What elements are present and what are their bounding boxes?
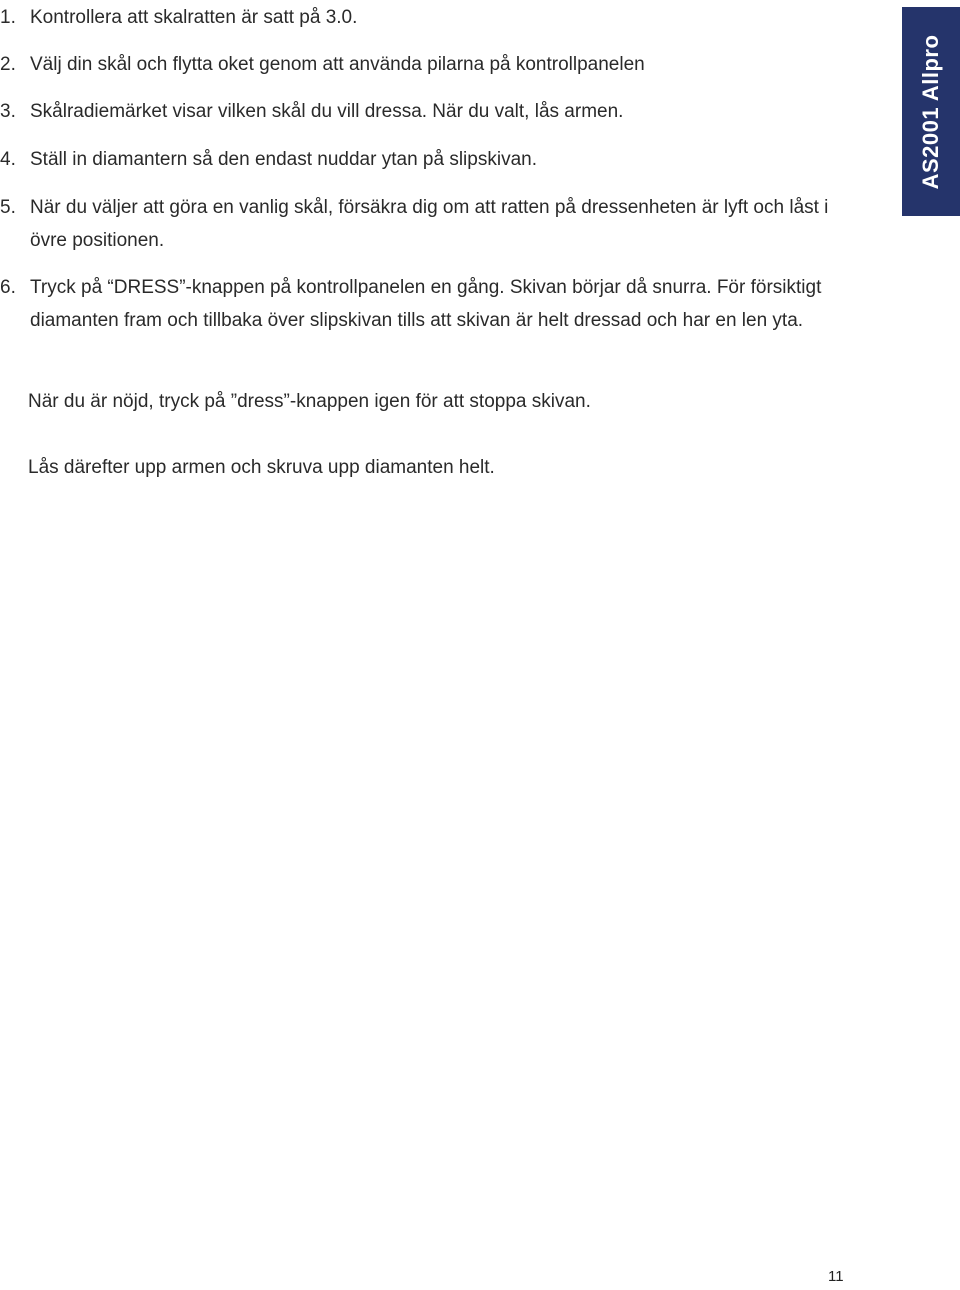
step-2 <box>0 48 850 81</box>
step-3 <box>0 95 850 128</box>
step-text: Skålradiemärket visar vilken skål du vill dressa. När du valt, lås armen. <box>30 101 624 122</box>
step-number: 3. <box>0 101 16 122</box>
step-6 <box>0 271 850 337</box>
step-1 <box>0 1 850 34</box>
step-text: Kontrollera att skalratten är satt på 3.0. <box>30 7 358 28</box>
step-text: När du väljer att göra en vanlig skål, försäkra dig om att ratten på dressenheten är lyft och låst i övre positionen. <box>30 197 829 251</box>
step-text: Tryck på “DRESS”-knappen på kontrollpanelen en gång. Skivan börjar då snurra. För försiktigt diamanten fram och tillbaka över slipskivan tills att skivan är helt dressad och har en len yta. <box>30 277 822 331</box>
step-number: 5. <box>0 197 16 218</box>
release-paragraph: Lås därefter upp armen och skruva upp diamanten helt. <box>28 457 495 478</box>
step-number: 6. <box>0 277 16 298</box>
product-side-tab <box>902 7 960 216</box>
step-5 <box>0 191 850 257</box>
product-title: AS2001 Allpro <box>918 34 943 189</box>
page-number: 11 <box>828 1268 844 1285</box>
step-number: 4. <box>0 149 16 170</box>
step-text: Ställ in diamantern så den endast nuddar ytan på slipskivan. <box>30 149 537 170</box>
step-number: 1. <box>0 7 16 28</box>
stop-paragraph: När du är nöjd, tryck på ”dress”-knappen igen för att stoppa skivan. <box>28 391 591 412</box>
step-number: 2. <box>0 54 16 75</box>
step-text: Välj din skål och flytta oket genom att använda pilarna på kontrollpanelen <box>30 54 645 75</box>
step-4 <box>0 143 850 176</box>
